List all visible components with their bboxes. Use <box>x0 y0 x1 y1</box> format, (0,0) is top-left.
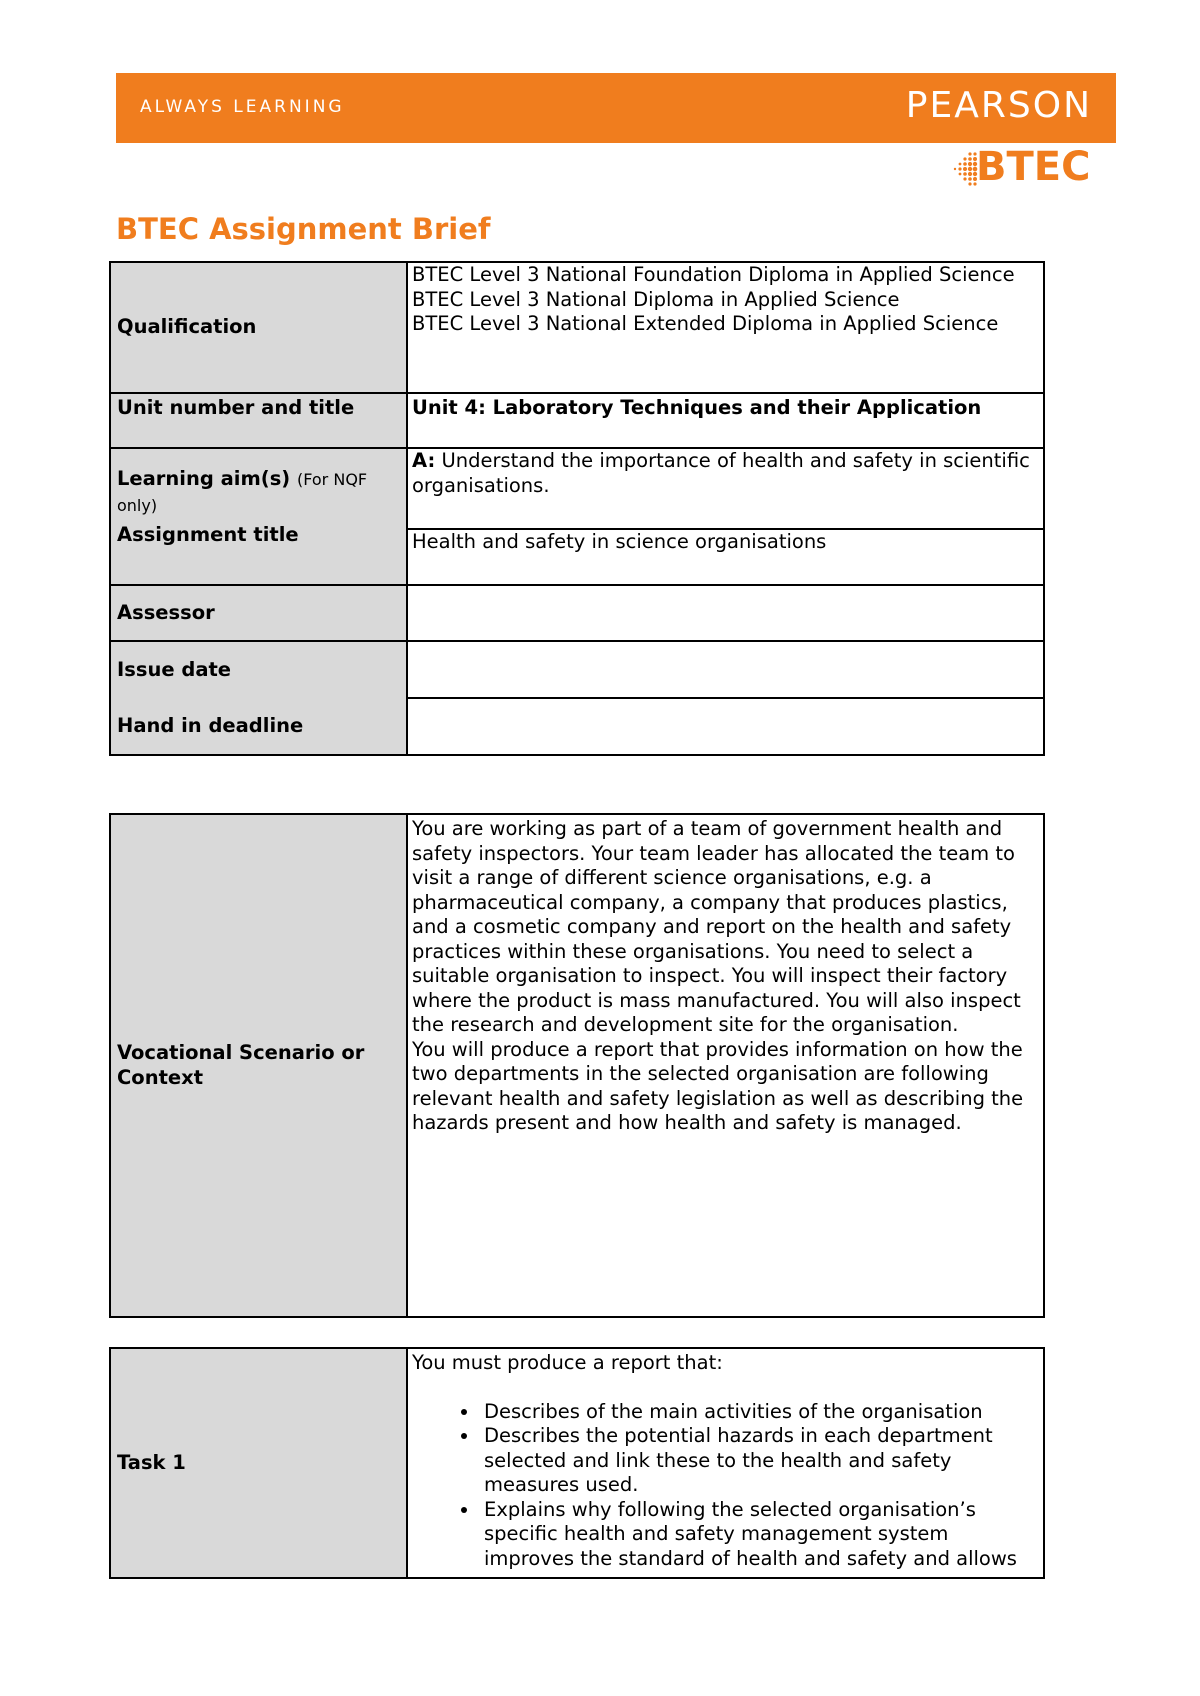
scenario-table <box>109 813 1045 1318</box>
task1-list <box>412 1400 1039 1572</box>
deadline-value <box>407 698 1044 755</box>
header-banner <box>116 73 1116 143</box>
learning-aim-cell <box>110 448 407 585</box>
brand-logo: PEARSON <box>905 85 1092 126</box>
assignment-title-label: Assignment title <box>117 523 299 546</box>
issue-date-row <box>110 641 1044 698</box>
learning-aim-note: (For NQF only) <box>117 470 368 515</box>
issue-date-label: Issue date <box>117 658 232 681</box>
tagline: ALWAYS LEARNING <box>140 97 345 117</box>
qualification-line: BTEC Level 3 National Extended Diploma in Applied Science <box>412 312 999 335</box>
list-item: • Explains why following the selected organisation’s specific health and safety management system improves the standard of health and safety and allows <box>480 1498 1039 1572</box>
list-item: • Describes the potential hazards in each department selected and link these to the health and safety measures used. <box>480 1424 1039 1498</box>
assessor-value <box>407 585 1044 641</box>
unit-label: Unit number and title <box>110 393 407 448</box>
btec-wordmark: BTEC <box>976 144 1091 190</box>
brief-table <box>109 261 1045 756</box>
learning-aim-prefix: A: <box>412 449 436 472</box>
learning-aim-label: Learning aim(s) <box>117 467 291 490</box>
scenario-paragraph: You will produce a report that provides information on how the two departments in the selected organisation are following relevant health and safety legislation as well as describing the hazards present and how health and safety is managed. <box>412 1037 1024 1134</box>
unit-value: Unit 4: Laboratory Techniques and their Application <box>407 393 1044 448</box>
task1-content <box>407 1348 1044 1578</box>
dates-label-cell <box>110 641 407 755</box>
list-item: • Describes of the main activities of the organisation <box>480 1400 1039 1425</box>
task1-row <box>110 1348 1044 1578</box>
scenario-row <box>110 814 1044 1317</box>
scenario-paragraph: You are working as part of a team of government health and safety inspectors. Your team leader has allocated the team to visit a range of different science organisations, e.g. a pharmaceutical company, a company that produces plastics, and a cosmetic company and report on the health and safety practices within these organisations. You need to select a suitable organisation to inspect. You will inspect their factory where the product is mass manufactured. You will also inspect the research and development site for the organisation. <box>412 817 1021 1036</box>
qualification-row <box>110 262 1044 393</box>
learning-aim-text: Understand the importance of health and safety in scientific organisations. <box>412 449 1030 497</box>
qualification-line: BTEC Level 3 National Diploma in Applied Science <box>412 287 900 311</box>
task1-label: Task 1 <box>110 1348 407 1578</box>
issue-date-value <box>407 641 1044 698</box>
assessor-row <box>110 585 1044 641</box>
learning-aim-row <box>110 448 1044 529</box>
unit-row <box>110 393 1044 448</box>
assignment-title-value: Health and safety in science organisations <box>407 529 1044 585</box>
dots-icon <box>950 150 978 188</box>
btec-logo <box>950 144 1100 190</box>
learning-aim-value <box>407 448 1044 529</box>
scenario-text <box>407 814 1044 1317</box>
task1-intro: You must produce a report that: <box>412 1351 723 1374</box>
page-title: BTEC Assignment Brief <box>116 212 491 246</box>
assessor-label: Assessor <box>110 585 407 641</box>
qualification-line: BTEC Level 3 National Foundation Diploma in Applied Science <box>412 263 1015 286</box>
task1-table <box>109 1347 1045 1579</box>
qualification-value <box>407 262 1044 393</box>
qualification-label: Qualification <box>110 262 407 393</box>
deadline-label: Hand in deadline <box>117 714 304 737</box>
scenario-label: Vocational Scenario or Context <box>110 814 407 1317</box>
